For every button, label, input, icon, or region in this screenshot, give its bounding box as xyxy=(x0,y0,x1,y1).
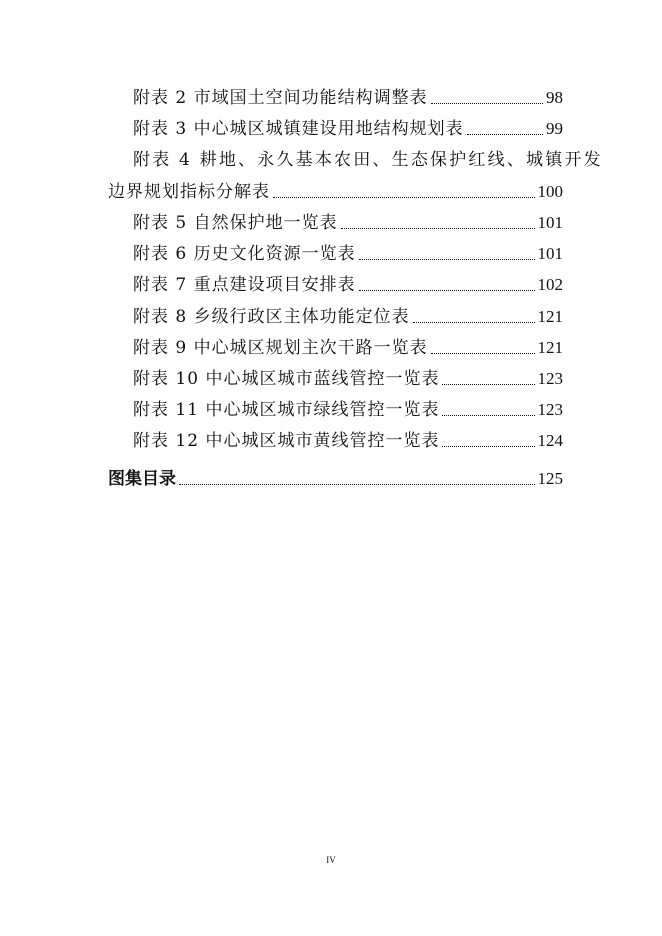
toc-entry-label: 附表 10 中心城区城市蓝线管控一览表 xyxy=(133,369,440,389)
toc-entry-appendix-3[interactable] xyxy=(133,119,563,139)
toc-entry-atlas-contents[interactable] xyxy=(108,469,563,489)
toc-entry-page: 101 xyxy=(537,213,563,232)
dot-leader xyxy=(341,228,535,229)
toc-entry-label: 附表 8 乡级行政区主体功能定位表 xyxy=(133,307,410,327)
toc-entry-label: 附表 5 自然保护地一览表 xyxy=(133,213,338,233)
toc-entry-label: 附表 3 中心城区城镇建设用地结构规划表 xyxy=(133,119,464,139)
dot-leader xyxy=(442,384,534,385)
toc-entry-page: 98 xyxy=(546,88,563,107)
toc-entry-appendix-4-line1[interactable]: 附表 4 耕地、永久基本农田、生态保护红线、城镇开发 xyxy=(133,150,603,170)
dot-leader xyxy=(467,134,543,135)
toc-entry-label: 附表 2 市域国土空间功能结构调整表 xyxy=(133,88,428,108)
toc-entry-label: 附表 12 中心城区城市黄线管控一览表 xyxy=(133,431,440,451)
dot-leader xyxy=(179,484,535,485)
dot-leader xyxy=(442,446,534,447)
toc-entry-appendix-2[interactable] xyxy=(133,88,563,108)
toc-entry-appendix-9[interactable] xyxy=(133,338,563,358)
toc-entry-appendix-6[interactable] xyxy=(133,244,563,264)
toc-entry-label: 附表 7 重点建设项目安排表 xyxy=(133,275,356,295)
dot-leader xyxy=(431,103,543,104)
toc-entry-page: 99 xyxy=(546,119,563,138)
page-number-footer: IV xyxy=(326,855,336,865)
dot-leader xyxy=(431,353,535,354)
toc-entry-page: 121 xyxy=(537,338,563,357)
toc-entry-page: 101 xyxy=(537,244,563,263)
toc-entry-appendix-4[interactable] xyxy=(108,182,563,202)
dot-leader xyxy=(359,259,535,260)
toc-entry-appendix-12[interactable] xyxy=(133,431,563,451)
dot-leader xyxy=(413,322,535,323)
toc-entry-page: 100 xyxy=(537,182,563,201)
toc-entry-page: 123 xyxy=(537,369,563,388)
toc-entry-page: 102 xyxy=(537,275,563,294)
dot-leader xyxy=(273,197,535,198)
toc-entry-page: 121 xyxy=(537,307,563,326)
toc-entry-appendix-7[interactable] xyxy=(133,275,563,295)
dot-leader xyxy=(442,415,534,416)
toc-entry-appendix-8[interactable] xyxy=(133,307,563,327)
toc-entry-label: 附表 6 历史文化资源一览表 xyxy=(133,244,356,264)
toc-entry-label: 边界规划指标分解表 xyxy=(108,182,270,202)
toc-entry-page: 124 xyxy=(537,431,563,450)
toc-entry-page: 123 xyxy=(537,400,563,419)
toc-entry-appendix-10[interactable] xyxy=(133,369,563,389)
toc-section-label: 图集目录 xyxy=(108,469,176,489)
toc-section-page: 125 xyxy=(537,469,563,488)
dot-leader xyxy=(359,290,535,291)
toc-entry-label: 附表 9 中心城区规划主次干路一览表 xyxy=(133,338,428,358)
toc-entry-appendix-11[interactable] xyxy=(133,400,563,420)
toc-entry-appendix-5[interactable] xyxy=(133,213,563,233)
toc-entry-label: 附表 11 中心城区城市绿线管控一览表 xyxy=(133,400,440,420)
